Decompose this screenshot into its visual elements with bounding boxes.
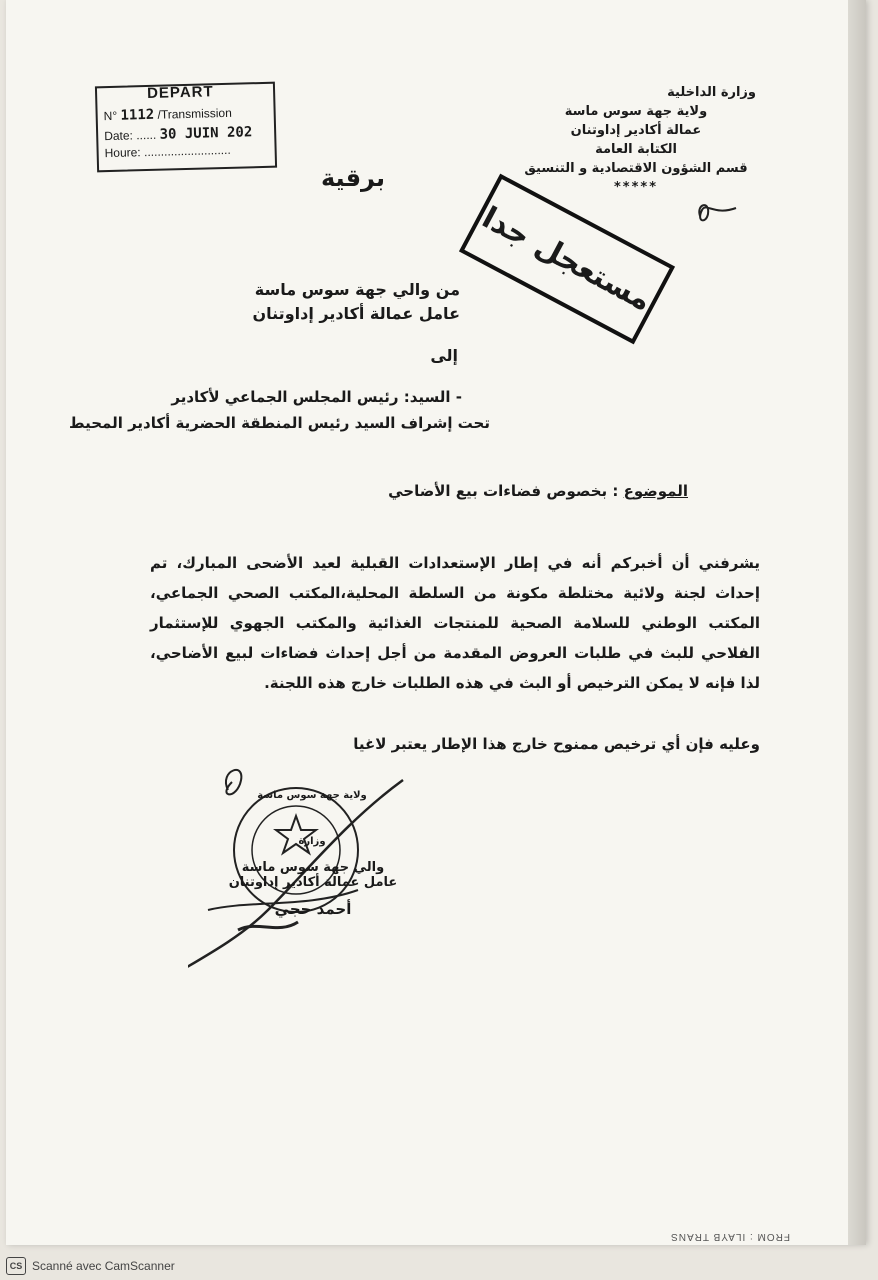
seal-center-text: وزارة — [298, 836, 326, 847]
to-label: إلى — [430, 346, 458, 365]
signature-name: أحمد حجي — [274, 900, 352, 918]
camscanner-logo-icon: CS — [6, 1257, 26, 1275]
depart-number-row — [103, 105, 231, 124]
seal-ring-text: ولاية جهة سوس ماسة — [257, 790, 367, 801]
document-type-title: برقية — [320, 164, 385, 192]
depart-hour-row: Houre: .......................... — [104, 142, 231, 161]
closing-sentence: وعليه فإن أي ترخيص ممنوح خارج هذا الإطار يعتبر لاغيا — [353, 735, 760, 753]
depart-number-value: 1112 — [120, 106, 155, 124]
letterhead-wilaya: ولاية جهة سوس ماسة — [564, 104, 708, 119]
scanner-watermark-text: Scanné avec CamScanner — [32, 1259, 175, 1273]
paper-edge — [848, 0, 866, 1245]
sender-line-1: من والي جهة سوس ماسة — [254, 280, 460, 299]
subject-label: الموضوع — [623, 482, 688, 500]
depart-number-label: N° — [103, 108, 118, 124]
recipient-line-1: - السيد: رئيس المجلس الجماعي لأكادير — [171, 388, 462, 406]
letterhead-stars: ***** — [614, 180, 658, 195]
subject-line — [388, 482, 688, 500]
signature-title-1: والي جهة سوس ماسة — [241, 860, 385, 875]
letterhead-secretariat: الكتابة العامة — [595, 142, 677, 157]
depart-hour-label: Houre: — [104, 145, 141, 161]
scanner-watermark-bar — [0, 1252, 878, 1280]
signature-title-2: عامل عمالة أكادير إداوتنان — [228, 875, 398, 890]
letterhead-ministry: وزارة الداخلية — [667, 85, 756, 100]
letterhead — [506, 83, 766, 197]
letterhead-division: قسم الشؤون الاقتصادية و التنسيق — [524, 161, 748, 176]
depart-stamp-title: DEPART — [146, 83, 214, 103]
depart-date-row: Date: ...... 30 JUIN 202 — [104, 124, 253, 144]
depart-date-label: Date: — [104, 128, 134, 144]
sender-block — [252, 278, 460, 326]
body-paragraph: يشرفني أن أخبركم أنه في إطار الإستعدادات القبلية لعيد الأضحى المبارك، تم إحداث لجنة ولائية مختلطة مكونة من السلطة المحلية،المكتب الصحي الجماعي، المكتب الوطني للسلامة الصحية للمنتجات الغذائية والمكتب الجهوي للإستثمار الفلاحي للبث في طلبات العروض المقدمة من أجل إحداث فضاءات لبيع الأضاحي، لذا فإنه لا يمكن الترخيص أو البث في هذه الطلبات خارج هذه اللجنة. — [150, 554, 760, 692]
urgent-stamp: مستعجل جدا — [459, 174, 675, 345]
depart-transmission-label: /Transmission — [157, 105, 232, 122]
fax-footer-mark: FROM : ILAYB TRANS — [670, 1231, 790, 1242]
subject-text: : بخصوص فضاءات بيع الأضاحي — [388, 482, 619, 500]
depart-stamp — [95, 82, 277, 173]
initials-scribble — [692, 196, 742, 230]
recipient-block — [69, 384, 490, 436]
sender-line-2: عامل عمالة أكادير إداوتنان — [252, 304, 460, 323]
depart-date-value: 30 JUIN 202 — [159, 124, 253, 143]
letterhead-prefecture: عمالة أكادير إداوتنان — [570, 123, 702, 138]
recipient-line-2: تحت إشراف السيد رئيس المنطقة الحضرية أكادير المحيط — [69, 414, 490, 432]
